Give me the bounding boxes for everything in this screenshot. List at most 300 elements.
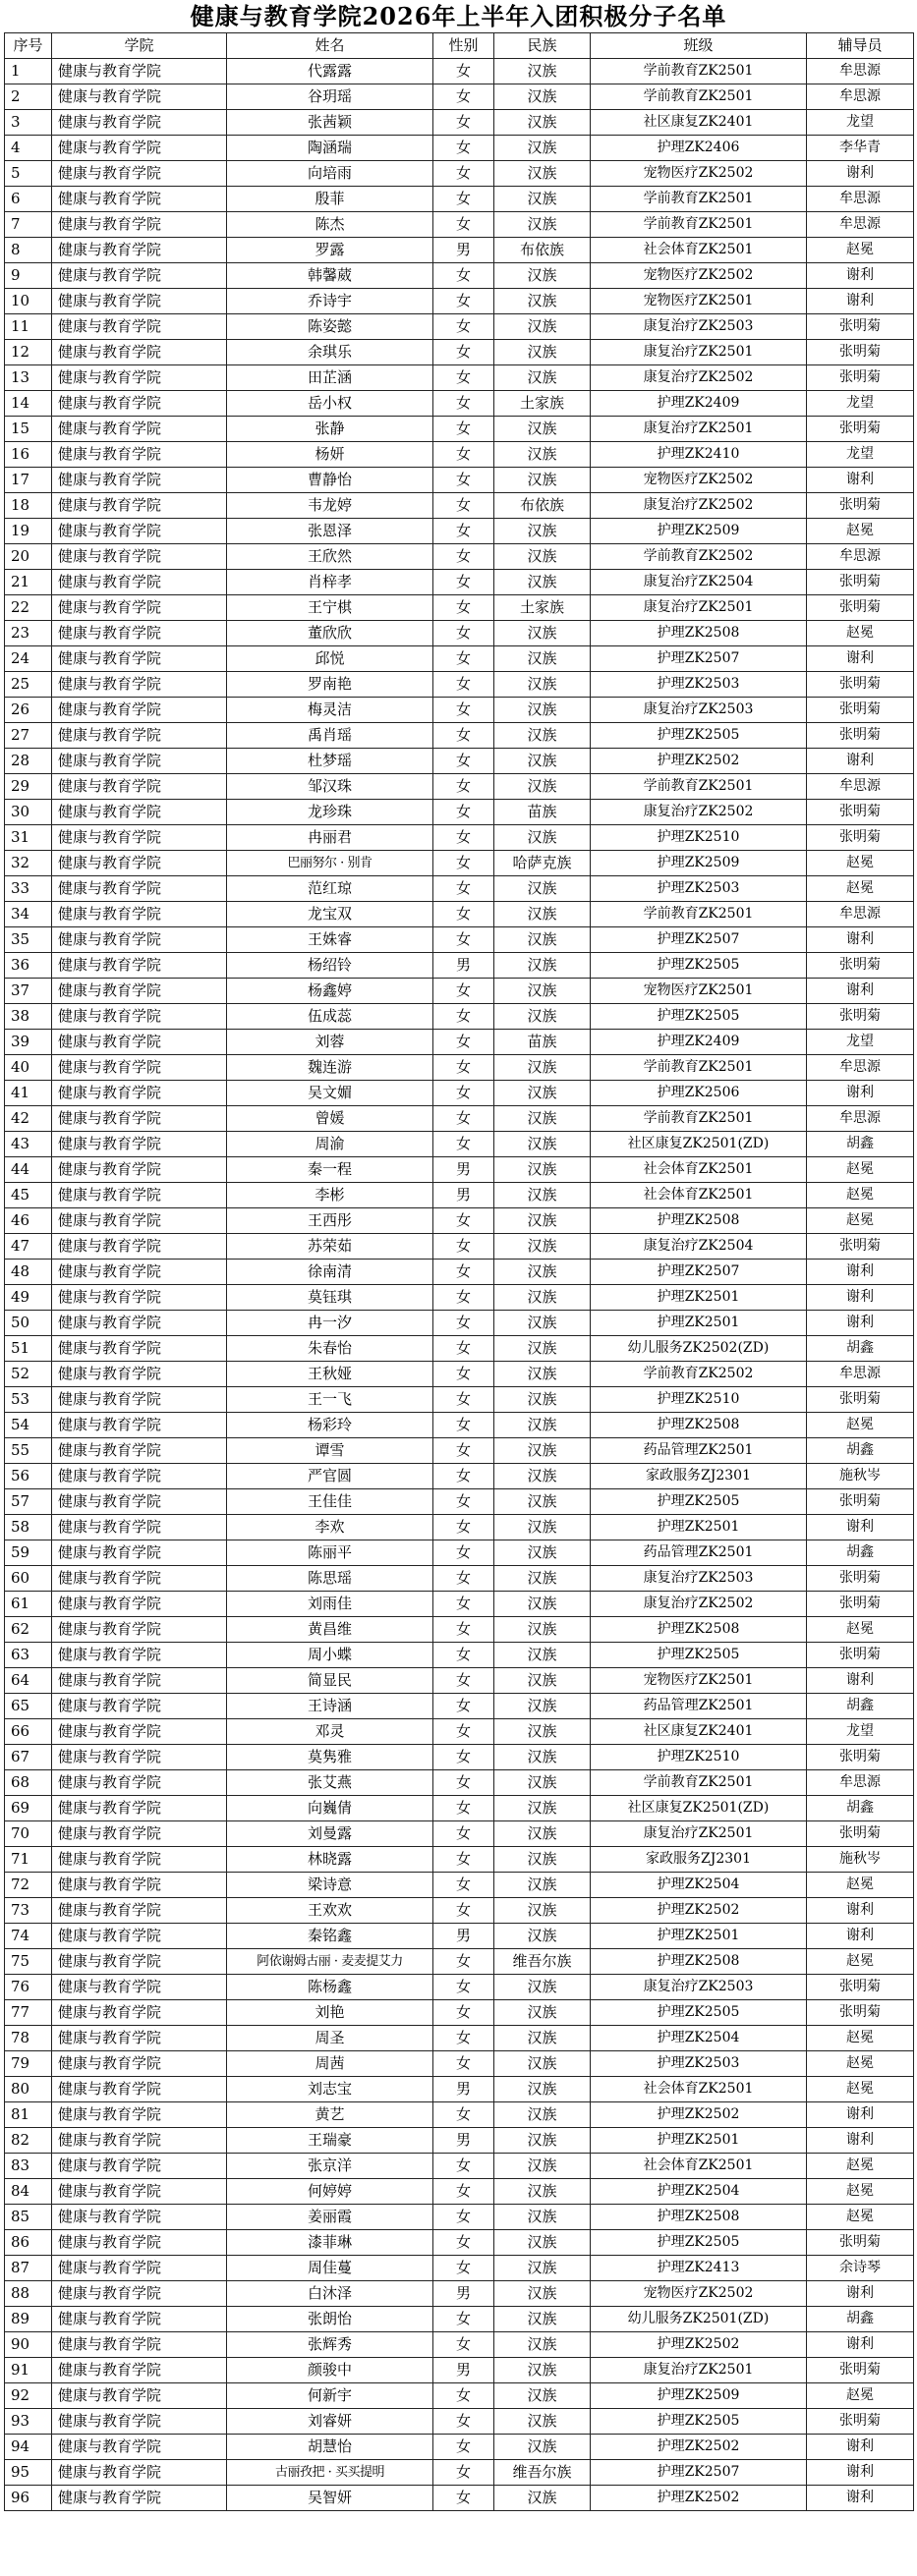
cell-advisor: 张明菊 xyxy=(807,953,914,979)
cell-class: 社区康复ZK2401 xyxy=(591,110,807,136)
cell-ethnicity: 汉族 xyxy=(494,2383,591,2409)
cell-college: 健康与教育学院 xyxy=(52,2383,227,2409)
table-header-row xyxy=(5,33,914,59)
cell-college: 健康与教育学院 xyxy=(52,1362,227,1387)
cell-class: 幼儿服务ZK2502(ZD) xyxy=(591,1336,807,1362)
cell-class: 护理ZK2508 xyxy=(591,1413,807,1438)
cell-name: 杨妍 xyxy=(227,442,433,468)
cell-college: 健康与教育学院 xyxy=(52,1566,227,1592)
cell-index: 52 xyxy=(5,1362,52,1387)
cell-college: 健康与教育学院 xyxy=(52,59,227,84)
cell-ethnicity: 汉族 xyxy=(494,1975,591,2000)
cell-ethnicity: 汉族 xyxy=(494,468,591,493)
cell-name: 刘艳 xyxy=(227,2000,433,2026)
cell-name: 黄昌维 xyxy=(227,1617,433,1643)
cell-class: 社会体育ZK2501 xyxy=(591,1157,807,1183)
cell-class: 护理ZK2502 xyxy=(591,1898,807,1924)
header-class: 班级 xyxy=(591,33,807,59)
cell-name: 陈杨鑫 xyxy=(227,1975,433,2000)
cell-gender: 女 xyxy=(433,2051,494,2077)
cell-advisor: 龙望 xyxy=(807,442,914,468)
cell-college: 健康与教育学院 xyxy=(52,1336,227,1362)
cell-ethnicity: 汉族 xyxy=(494,774,591,800)
cell-advisor: 张明菊 xyxy=(807,1975,914,2000)
cell-index: 77 xyxy=(5,2000,52,2026)
cell-college: 健康与教育学院 xyxy=(52,1770,227,1796)
cell-ethnicity: 汉族 xyxy=(494,621,591,646)
cell-advisor: 张明菊 xyxy=(807,595,914,621)
cell-ethnicity: 汉族 xyxy=(494,876,591,902)
cell-college: 健康与教育学院 xyxy=(52,723,227,749)
table-row xyxy=(5,2256,914,2281)
cell-ethnicity: 汉族 xyxy=(494,2000,591,2026)
cell-college: 健康与教育学院 xyxy=(52,953,227,979)
cell-advisor: 张明菊 xyxy=(807,1745,914,1770)
table-row xyxy=(5,289,914,314)
cell-advisor: 赵冕 xyxy=(807,1183,914,1208)
cell-index: 93 xyxy=(5,2409,52,2435)
cell-class: 护理ZK2501 xyxy=(591,1515,807,1540)
cell-gender: 男 xyxy=(433,2358,494,2383)
cell-ethnicity: 汉族 xyxy=(494,1362,591,1387)
cell-ethnicity: 汉族 xyxy=(494,1055,591,1081)
cell-name: 龙宝双 xyxy=(227,902,433,927)
cell-index: 53 xyxy=(5,1387,52,1413)
cell-index: 65 xyxy=(5,1694,52,1719)
cell-index: 12 xyxy=(5,340,52,365)
table-row xyxy=(5,1260,914,1285)
cell-advisor: 赵冕 xyxy=(807,2205,914,2230)
cell-name: 漆菲琳 xyxy=(227,2230,433,2256)
cell-ethnicity: 汉族 xyxy=(494,1106,591,1132)
cell-college: 健康与教育学院 xyxy=(52,825,227,851)
cell-gender: 女 xyxy=(433,1030,494,1055)
cell-college: 健康与教育学院 xyxy=(52,1285,227,1311)
table-row xyxy=(5,1489,914,1515)
table-row xyxy=(5,646,914,672)
cell-college: 健康与教育学院 xyxy=(52,263,227,289)
cell-name: 陶涵瑞 xyxy=(227,136,433,161)
cell-name: 殷菲 xyxy=(227,187,433,212)
cell-advisor: 张明菊 xyxy=(807,570,914,595)
cell-advisor: 张明菊 xyxy=(807,1234,914,1260)
cell-name: 曹静怡 xyxy=(227,468,433,493)
cell-advisor: 赵冕 xyxy=(807,2179,914,2205)
cell-advisor: 张明菊 xyxy=(807,672,914,698)
table-row xyxy=(5,1106,914,1132)
cell-advisor: 龙望 xyxy=(807,391,914,417)
cell-college: 健康与教育学院 xyxy=(52,2128,227,2154)
cell-index: 79 xyxy=(5,2051,52,2077)
cell-advisor: 张明菊 xyxy=(807,1004,914,1030)
cell-ethnicity: 汉族 xyxy=(494,672,591,698)
cell-index: 19 xyxy=(5,519,52,544)
cell-ethnicity: 汉族 xyxy=(494,59,591,84)
table-row xyxy=(5,1030,914,1055)
cell-advisor: 张明菊 xyxy=(807,2230,914,2256)
table-row xyxy=(5,1770,914,1796)
cell-ethnicity: 汉族 xyxy=(494,84,591,110)
cell-advisor: 牟思源 xyxy=(807,902,914,927)
cell-advisor: 谢利 xyxy=(807,1311,914,1336)
cell-index: 17 xyxy=(5,468,52,493)
cell-index: 8 xyxy=(5,238,52,263)
cell-class: 护理ZK2502 xyxy=(591,2332,807,2358)
cell-gender: 女 xyxy=(433,1719,494,1745)
cell-name: 肖梓孝 xyxy=(227,570,433,595)
cell-class: 护理ZK2503 xyxy=(591,2051,807,2077)
cell-index: 90 xyxy=(5,2332,52,2358)
cell-college: 健康与教育学院 xyxy=(52,212,227,238)
cell-name: 何婷婷 xyxy=(227,2179,433,2205)
cell-ethnicity: 汉族 xyxy=(494,2102,591,2128)
cell-class: 护理ZK2508 xyxy=(591,621,807,646)
cell-class: 护理ZK2413 xyxy=(591,2256,807,2281)
cell-name: 黄艺 xyxy=(227,2102,433,2128)
cell-name: 姜丽霞 xyxy=(227,2205,433,2230)
cell-ethnicity: 汉族 xyxy=(494,2026,591,2051)
table-row xyxy=(5,1438,914,1464)
cell-class: 护理ZK2509 xyxy=(591,2383,807,2409)
cell-gender: 女 xyxy=(433,825,494,851)
cell-name: 陈思瑶 xyxy=(227,1566,433,1592)
cell-gender: 女 xyxy=(433,161,494,187)
cell-class: 学前教育ZK2501 xyxy=(591,1055,807,1081)
table-row xyxy=(5,1362,914,1387)
cell-ethnicity: 汉族 xyxy=(494,1336,591,1362)
table-row xyxy=(5,1515,914,1540)
table-row xyxy=(5,672,914,698)
cell-advisor: 谢利 xyxy=(807,161,914,187)
cell-gender: 女 xyxy=(433,621,494,646)
cell-advisor: 牟思源 xyxy=(807,59,914,84)
cell-name: 冉一汐 xyxy=(227,1311,433,1336)
cell-class: 康复治疗ZK2502 xyxy=(591,1592,807,1617)
cell-index: 3 xyxy=(5,110,52,136)
cell-gender: 女 xyxy=(433,340,494,365)
cell-advisor: 赵冕 xyxy=(807,2154,914,2179)
table-row xyxy=(5,1745,914,1770)
cell-advisor: 谢利 xyxy=(807,749,914,774)
cell-gender: 女 xyxy=(433,800,494,825)
cell-class: 护理ZK2507 xyxy=(591,927,807,953)
cell-advisor: 牟思源 xyxy=(807,1362,914,1387)
table-row xyxy=(5,1183,914,1208)
cell-advisor: 胡鑫 xyxy=(807,2307,914,2332)
cell-class: 药品管理ZK2501 xyxy=(591,1694,807,1719)
cell-ethnicity: 汉族 xyxy=(494,136,591,161)
cell-class: 护理ZK2503 xyxy=(591,672,807,698)
cell-advisor: 张明菊 xyxy=(807,1592,914,1617)
cell-class: 护理ZK2502 xyxy=(591,749,807,774)
header-college: 学院 xyxy=(52,33,227,59)
cell-index: 95 xyxy=(5,2460,52,2486)
cell-index: 16 xyxy=(5,442,52,468)
cell-college: 健康与教育学院 xyxy=(52,1464,227,1489)
cell-gender: 女 xyxy=(433,1260,494,1285)
cell-index: 43 xyxy=(5,1132,52,1157)
cell-college: 健康与教育学院 xyxy=(52,519,227,544)
cell-name: 苏荣茹 xyxy=(227,1234,433,1260)
cell-name: 王秋娅 xyxy=(227,1362,433,1387)
cell-class: 宠物医疗ZK2502 xyxy=(591,2281,807,2307)
cell-advisor: 赵冕 xyxy=(807,876,914,902)
cell-gender: 女 xyxy=(433,212,494,238)
cell-ethnicity: 汉族 xyxy=(494,2307,591,2332)
cell-college: 健康与教育学院 xyxy=(52,238,227,263)
table-row xyxy=(5,136,914,161)
cell-advisor: 牟思源 xyxy=(807,544,914,570)
cell-class: 护理ZK2510 xyxy=(591,1387,807,1413)
cell-advisor: 谢利 xyxy=(807,2332,914,2358)
cell-advisor: 牟思源 xyxy=(807,212,914,238)
cell-gender: 女 xyxy=(433,1081,494,1106)
cell-name: 张静 xyxy=(227,417,433,442)
cell-ethnicity: 汉族 xyxy=(494,2332,591,2358)
cell-college: 健康与教育学院 xyxy=(52,1924,227,1949)
cell-index: 49 xyxy=(5,1285,52,1311)
cell-advisor: 谢利 xyxy=(807,2435,914,2460)
cell-name: 禹肖瑶 xyxy=(227,723,433,749)
cell-gender: 女 xyxy=(433,1745,494,1770)
cell-index: 78 xyxy=(5,2026,52,2051)
cell-college: 健康与教育学院 xyxy=(52,927,227,953)
cell-advisor: 谢利 xyxy=(807,1668,914,1694)
cell-ethnicity: 汉族 xyxy=(494,1515,591,1540)
cell-ethnicity: 汉族 xyxy=(494,289,591,314)
table-row xyxy=(5,1592,914,1617)
cell-class: 护理ZK2502 xyxy=(591,2102,807,2128)
cell-gender: 女 xyxy=(433,1464,494,1489)
cell-class: 康复治疗ZK2501 xyxy=(591,2358,807,2383)
cell-gender: 女 xyxy=(433,1668,494,1694)
cell-class: 护理ZK2505 xyxy=(591,2230,807,2256)
cell-name: 董欣欣 xyxy=(227,621,433,646)
cell-gender: 女 xyxy=(433,2409,494,2435)
table-row xyxy=(5,2281,914,2307)
cell-class: 护理ZK2501 xyxy=(591,1311,807,1336)
cell-college: 健康与教育学院 xyxy=(52,1055,227,1081)
cell-ethnicity: 汉族 xyxy=(494,1387,591,1413)
cell-college: 健康与教育学院 xyxy=(52,2358,227,2383)
cell-name: 罗南艳 xyxy=(227,672,433,698)
cell-college: 健康与教育学院 xyxy=(52,1260,227,1285)
cell-name: 胡慧怡 xyxy=(227,2435,433,2460)
cell-index: 4 xyxy=(5,136,52,161)
cell-advisor: 张明菊 xyxy=(807,698,914,723)
cell-advisor: 胡鑫 xyxy=(807,1438,914,1464)
cell-college: 健康与教育学院 xyxy=(52,2000,227,2026)
cell-ethnicity: 汉族 xyxy=(494,1081,591,1106)
cell-gender: 女 xyxy=(433,1362,494,1387)
table-row xyxy=(5,1694,914,1719)
cell-index: 96 xyxy=(5,2486,52,2511)
cell-advisor: 赵冕 xyxy=(807,1413,914,1438)
cell-college: 健康与教育学院 xyxy=(52,2051,227,2077)
cell-college: 健康与教育学院 xyxy=(52,2460,227,2486)
cell-class: 幼儿服务ZK2501(ZD) xyxy=(591,2307,807,2332)
cell-class: 护理ZK2504 xyxy=(591,1873,807,1898)
cell-college: 健康与教育学院 xyxy=(52,1208,227,1234)
cell-ethnicity: 汉族 xyxy=(494,544,591,570)
table-row xyxy=(5,2307,914,2332)
table-row xyxy=(5,1796,914,1821)
cell-advisor: 赵冕 xyxy=(807,2051,914,2077)
cell-gender: 女 xyxy=(433,2026,494,2051)
cell-gender: 女 xyxy=(433,1949,494,1975)
cell-class: 护理ZK2510 xyxy=(591,1745,807,1770)
cell-college: 健康与教育学院 xyxy=(52,2154,227,2179)
cell-ethnicity: 汉族 xyxy=(494,212,591,238)
cell-index: 48 xyxy=(5,1260,52,1285)
cell-index: 69 xyxy=(5,1796,52,1821)
cell-class: 护理ZK2508 xyxy=(591,1949,807,1975)
cell-gender: 女 xyxy=(433,2179,494,2205)
cell-name: 张艾燕 xyxy=(227,1770,433,1796)
cell-advisor: 牟思源 xyxy=(807,1055,914,1081)
cell-class: 宠物医疗ZK2501 xyxy=(591,979,807,1004)
cell-advisor: 谢利 xyxy=(807,2102,914,2128)
cell-index: 73 xyxy=(5,1898,52,1924)
cell-name: 刘志宝 xyxy=(227,2077,433,2102)
cell-ethnicity: 汉族 xyxy=(494,110,591,136)
cell-advisor: 牟思源 xyxy=(807,187,914,212)
cell-index: 27 xyxy=(5,723,52,749)
cell-college: 健康与教育学院 xyxy=(52,1668,227,1694)
cell-college: 健康与教育学院 xyxy=(52,1975,227,2000)
cell-index: 33 xyxy=(5,876,52,902)
cell-college: 健康与教育学院 xyxy=(52,161,227,187)
cell-college: 健康与教育学院 xyxy=(52,1643,227,1668)
cell-ethnicity: 汉族 xyxy=(494,2128,591,2154)
table-row xyxy=(5,2102,914,2128)
cell-college: 健康与教育学院 xyxy=(52,2332,227,2358)
cell-class: 学前教育ZK2501 xyxy=(591,1770,807,1796)
cell-class: 学前教育ZK2501 xyxy=(591,187,807,212)
cell-index: 13 xyxy=(5,365,52,391)
cell-index: 84 xyxy=(5,2179,52,2205)
table-row xyxy=(5,493,914,519)
cell-advisor: 赵冕 xyxy=(807,2077,914,2102)
cell-college: 健康与教育学院 xyxy=(52,1157,227,1183)
cell-college: 健康与教育学院 xyxy=(52,1234,227,1260)
table-row xyxy=(5,212,914,238)
table-row xyxy=(5,2077,914,2102)
cell-ethnicity: 维吾尔族 xyxy=(494,1949,591,1975)
cell-ethnicity: 汉族 xyxy=(494,1208,591,1234)
cell-name: 秦铭鑫 xyxy=(227,1924,433,1949)
cell-college: 健康与教育学院 xyxy=(52,1745,227,1770)
cell-class: 康复治疗ZK2503 xyxy=(591,698,807,723)
cell-advisor: 赵冕 xyxy=(807,1617,914,1643)
cell-name: 梅灵洁 xyxy=(227,698,433,723)
cell-gender: 女 xyxy=(433,1873,494,1898)
cell-index: 50 xyxy=(5,1311,52,1336)
cell-index: 46 xyxy=(5,1208,52,1234)
cell-advisor: 赵冕 xyxy=(807,851,914,876)
cell-index: 72 xyxy=(5,1873,52,1898)
cell-name: 龙珍珠 xyxy=(227,800,433,825)
cell-class: 社会体育ZK2501 xyxy=(591,2154,807,2179)
cell-college: 健康与教育学院 xyxy=(52,391,227,417)
cell-ethnicity: 汉族 xyxy=(494,1132,591,1157)
cell-index: 51 xyxy=(5,1336,52,1362)
cell-class: 药品管理ZK2501 xyxy=(591,1540,807,1566)
cell-gender: 女 xyxy=(433,1540,494,1566)
cell-gender: 女 xyxy=(433,1847,494,1873)
cell-college: 健康与教育学院 xyxy=(52,2102,227,2128)
cell-gender: 女 xyxy=(433,1566,494,1592)
cell-class: 社区康复ZK2401 xyxy=(591,1719,807,1745)
cell-advisor: 牟思源 xyxy=(807,1106,914,1132)
cell-class: 康复治疗ZK2503 xyxy=(591,1975,807,2000)
cell-class: 护理ZK2507 xyxy=(591,2460,807,2486)
table-row xyxy=(5,2128,914,2154)
cell-gender: 女 xyxy=(433,2256,494,2281)
cell-name: 韩馨葳 xyxy=(227,263,433,289)
cell-college: 健康与教育学院 xyxy=(52,1515,227,1540)
cell-class: 护理ZK2410 xyxy=(591,442,807,468)
cell-class: 护理ZK2508 xyxy=(591,1208,807,1234)
table-row xyxy=(5,723,914,749)
cell-index: 89 xyxy=(5,2307,52,2332)
cell-index: 63 xyxy=(5,1643,52,1668)
cell-college: 健康与教育学院 xyxy=(52,544,227,570)
member-table xyxy=(4,32,914,2511)
cell-class: 药品管理ZK2501 xyxy=(591,1438,807,1464)
cell-gender: 女 xyxy=(433,1208,494,1234)
cell-ethnicity: 汉族 xyxy=(494,417,591,442)
cell-class: 护理ZK2501 xyxy=(591,1285,807,1311)
cell-name: 颜骏中 xyxy=(227,2358,433,2383)
cell-class: 护理ZK2505 xyxy=(591,1489,807,1515)
cell-index: 34 xyxy=(5,902,52,927)
cell-advisor: 施秋岑 xyxy=(807,1847,914,1873)
cell-advisor: 谢利 xyxy=(807,468,914,493)
cell-index: 88 xyxy=(5,2281,52,2307)
cell-college: 健康与教育学院 xyxy=(52,2256,227,2281)
cell-ethnicity: 土家族 xyxy=(494,595,591,621)
cell-college: 健康与教育学院 xyxy=(52,2230,227,2256)
cell-gender: 女 xyxy=(433,1796,494,1821)
cell-ethnicity: 汉族 xyxy=(494,2230,591,2256)
cell-advisor: 谢利 xyxy=(807,927,914,953)
cell-advisor: 龙望 xyxy=(807,1719,914,1745)
cell-index: 85 xyxy=(5,2205,52,2230)
cell-advisor: 胡鑫 xyxy=(807,1336,914,1362)
cell-class: 护理ZK2509 xyxy=(591,851,807,876)
cell-advisor: 龙望 xyxy=(807,110,914,136)
cell-college: 健康与教育学院 xyxy=(52,595,227,621)
cell-class: 宠物医疗ZK2502 xyxy=(591,263,807,289)
cell-index: 81 xyxy=(5,2102,52,2128)
cell-college: 健康与教育学院 xyxy=(52,1873,227,1898)
cell-index: 1 xyxy=(5,59,52,84)
cell-class: 护理ZK2409 xyxy=(591,391,807,417)
cell-class: 康复治疗ZK2501 xyxy=(591,417,807,442)
cell-gender: 女 xyxy=(433,774,494,800)
cell-class: 学前教育ZK2502 xyxy=(591,544,807,570)
cell-index: 71 xyxy=(5,1847,52,1873)
cell-name: 刘蓉 xyxy=(227,1030,433,1055)
cell-index: 64 xyxy=(5,1668,52,1694)
cell-gender: 女 xyxy=(433,519,494,544)
cell-advisor: 张明菊 xyxy=(807,825,914,851)
cell-class: 学前教育ZK2501 xyxy=(591,59,807,84)
cell-ethnicity: 汉族 xyxy=(494,698,591,723)
cell-ethnicity: 汉族 xyxy=(494,1668,591,1694)
cell-name: 张茜颖 xyxy=(227,110,433,136)
